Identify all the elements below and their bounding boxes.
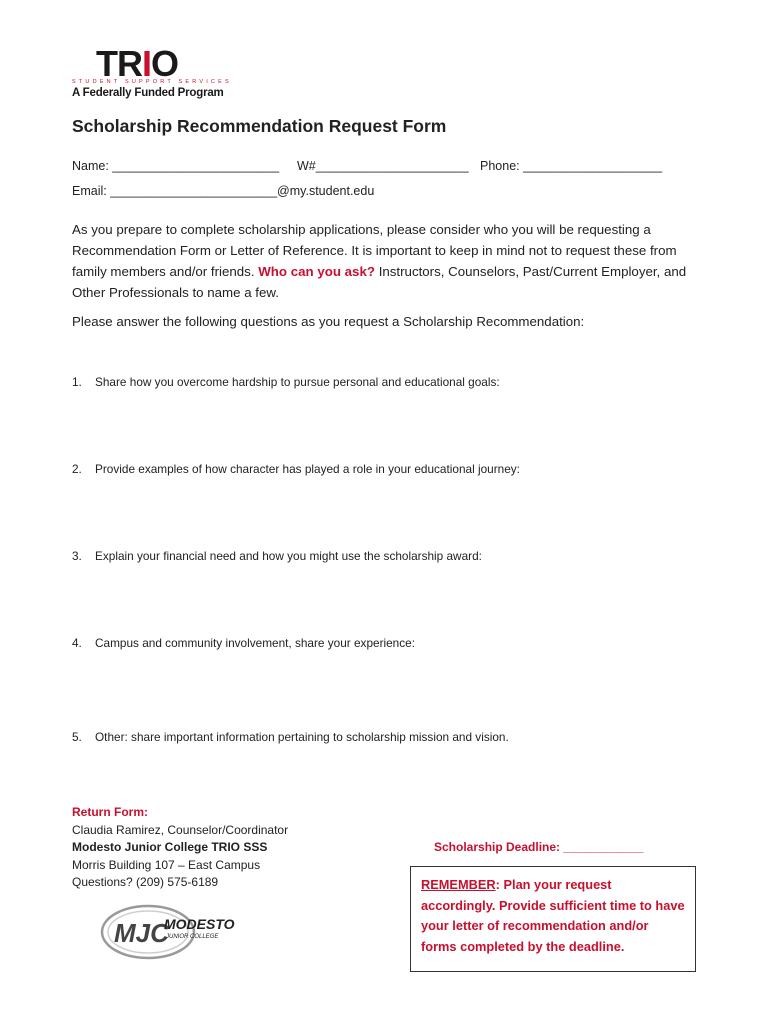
scholarship-deadline[interactable]: Scholarship Deadline: ____________: [434, 840, 644, 854]
question-number: 5.: [72, 730, 82, 744]
trio-letter: R: [117, 43, 142, 84]
w-number-field[interactable]: W#______________________: [297, 159, 469, 173]
question-5: [72, 730, 509, 744]
trio-letter: T: [96, 43, 117, 84]
instructions: Please answer the following questions as you request a Scholarship Recommendation:: [72, 314, 585, 329]
page-title: Scholarship Recommendation Request Form: [72, 116, 447, 136]
question-text: Other: share important information pertaining to scholarship mission and vision.: [95, 730, 509, 744]
trio-federal-line: A Federally Funded Program: [72, 87, 224, 99]
intro-highlight: Who can you ask?: [258, 264, 375, 279]
question-number: 1.: [72, 375, 82, 389]
mjc-letters: MJC: [114, 918, 169, 948]
return-location: Morris Building 107 – East Campus: [72, 857, 261, 872]
return-org: Modesto Junior College TRIO SSS: [72, 840, 268, 854]
mjc-sub: JUNIOR COLLEGE: [166, 934, 219, 940]
return-form-block: [72, 804, 372, 892]
return-contact: Claudia Ramirez, Counselor/Coordinator: [72, 822, 289, 837]
mjc-name: MODESTO: [164, 916, 235, 932]
intro-text-after: Instructors, Counselors, Past/Current Employer, and Other Professionals to name a few.: [72, 264, 687, 300]
question-2: [72, 462, 520, 476]
phone-field[interactable]: Phone: ____________________: [480, 159, 663, 173]
question-1: [72, 375, 500, 389]
return-questions: Questions? (209) 575-6189: [72, 875, 219, 889]
return-form-heading: Return Form:: [72, 805, 148, 819]
question-number: 2.: [72, 462, 82, 476]
trio-wordmark-text: [96, 43, 178, 84]
remember-label: REMEMBER: [421, 877, 496, 892]
trio-letter: O: [151, 43, 179, 84]
trio-logo: [70, 43, 240, 102]
question-text: Share how you overcome hardship to pursue personal and educational goals:: [95, 375, 500, 389]
remember-text: : Plan your request accordingly. Provide sufficient time to have your letter of recommendation and/or forms completed by the deadline.: [421, 877, 685, 954]
question-text: Provide examples of how character has played a role in your educational journey:: [95, 462, 520, 476]
question-text: Campus and community involvement, share your experience:: [95, 636, 415, 650]
intro-paragraph: [72, 219, 712, 303]
trio-wordmark: [96, 43, 179, 84]
question-3: [72, 549, 482, 563]
remember-box: [410, 866, 696, 972]
name-field[interactable]: Name: ________________________: [72, 159, 280, 173]
intro-text: As you prepare to complete scholarship applications, please consider who you will be requesting a Recommendation Form or Letter of Reference. It is important to keep in mind not to request these from family members and/or friends.: [72, 222, 677, 279]
question-number: 4.: [72, 636, 82, 650]
question-4: [72, 636, 415, 650]
email-field[interactable]: Email: ________________________@my.student.edu: [72, 184, 375, 198]
trio-letter: I: [142, 43, 152, 84]
trio-program-line: STUDENT SUPPORT SERVICES: [72, 79, 232, 85]
question-number: 3.: [72, 549, 82, 563]
mjc-logo: [100, 900, 240, 962]
question-text: Explain your financial need and how you might use the scholarship award:: [95, 549, 482, 563]
